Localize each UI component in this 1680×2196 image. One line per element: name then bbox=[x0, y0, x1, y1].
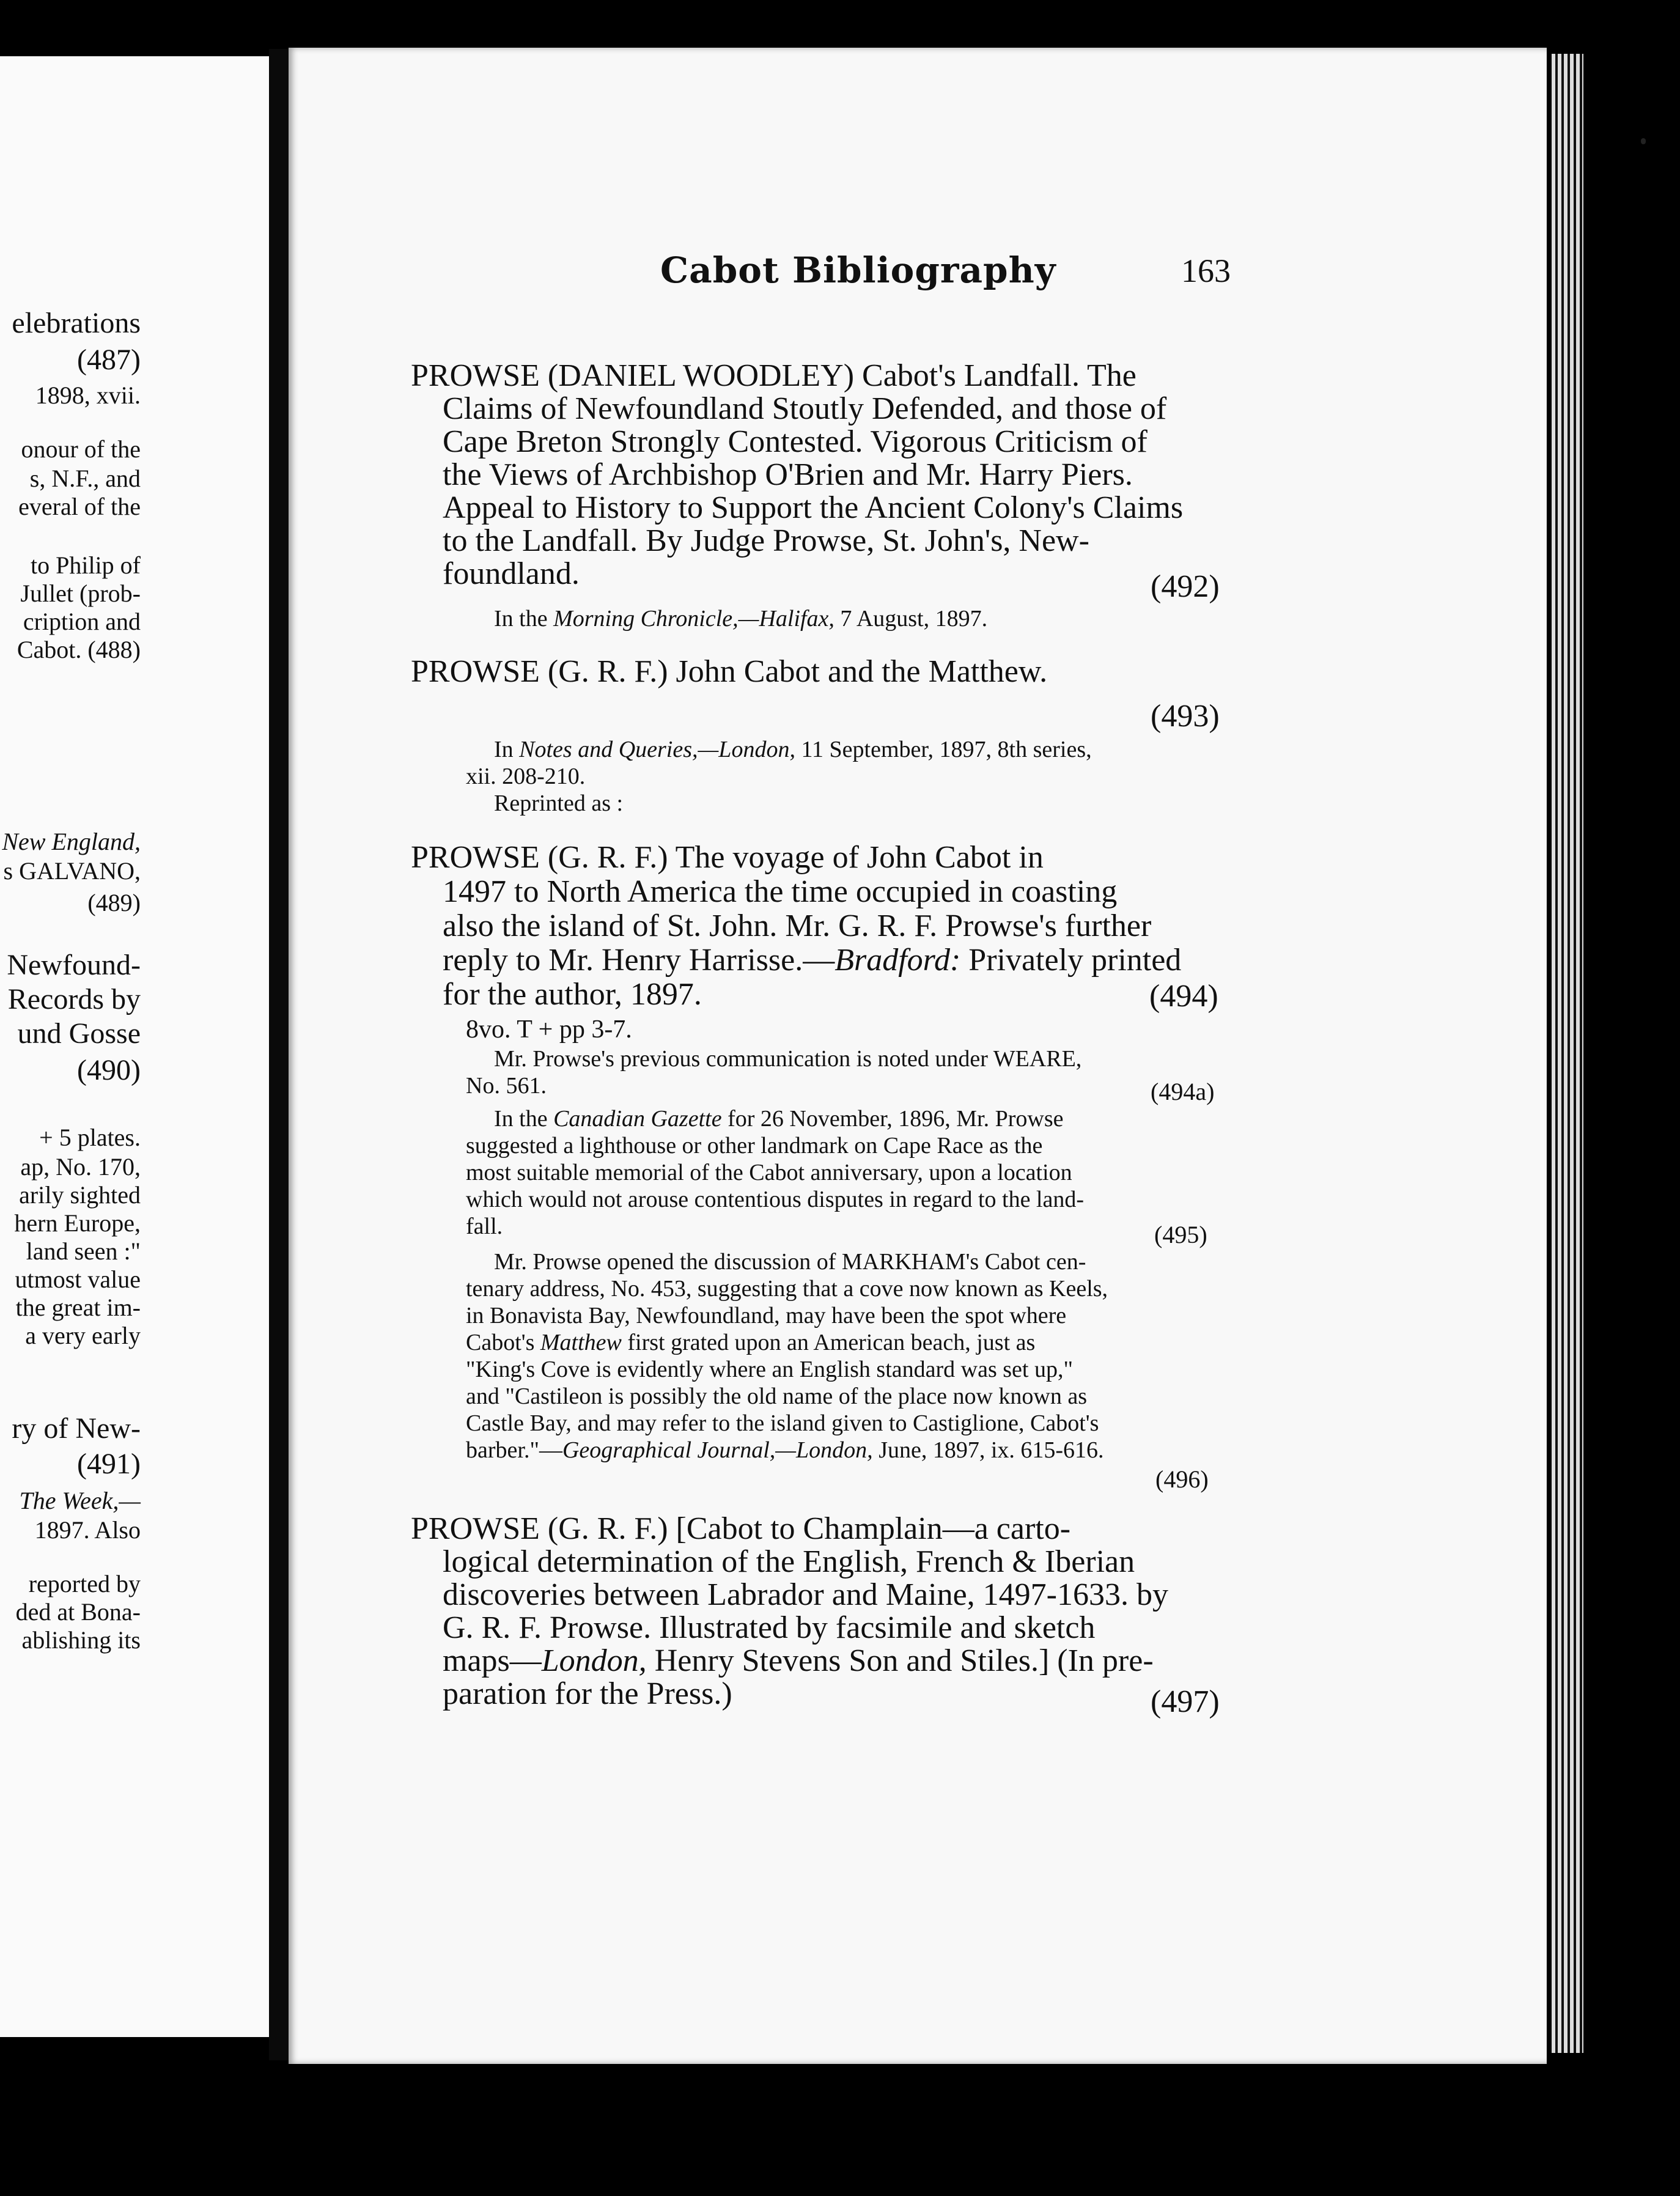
entry-line: Cape Breton Strongly Contested. Vigorous Criticism of bbox=[443, 424, 1148, 459]
left-line: (489) bbox=[87, 889, 141, 916]
left-line: ded at Bona- bbox=[15, 1598, 141, 1626]
page-edge bbox=[1552, 54, 1583, 2053]
left-line: utmost value bbox=[15, 1266, 141, 1293]
entry-line: PROWSE (G. R. F.) The voyage of John Cabot in bbox=[411, 840, 1044, 875]
book-spine bbox=[269, 49, 289, 2060]
entry-line: maps—London, Henry Stevens Son and Stiles.] (In pre- bbox=[443, 1643, 1154, 1678]
entry-note: in Bonavista Bay, Newfoundland, may have been the spot where bbox=[466, 1303, 1067, 1328]
entry-line: G. R. F. Prowse. Illustrated by facsimile and sketch bbox=[443, 1610, 1096, 1645]
entry-note: and "Castileon is possibly the old name of the place now known as bbox=[466, 1384, 1087, 1409]
entry-note: In the Morning Chronicle,—Halifax, 7 August, 1897. bbox=[494, 606, 988, 632]
entry-line: 1497 to North America the time occupied in coasting bbox=[443, 874, 1118, 909]
entry-note: Reprinted as : bbox=[494, 790, 624, 816]
left-line: + 5 plates. bbox=[39, 1124, 141, 1151]
left-line: elebrations bbox=[12, 307, 141, 339]
entry-number: (494) bbox=[1149, 979, 1218, 1014]
entry-line: reply to Mr. Henry Harrisse.—Bradford: Privately printed bbox=[443, 943, 1182, 978]
entry-note: Castle Bay, and may refer to the island given to Castiglione, Cabot's bbox=[466, 1410, 1099, 1436]
left-line: ry of New- bbox=[12, 1412, 141, 1445]
entry-note: fall. bbox=[466, 1214, 503, 1239]
left-line: Records by bbox=[7, 983, 141, 1015]
left-line: 1898, xvii. bbox=[35, 381, 141, 409]
left-line: (491) bbox=[77, 1448, 141, 1480]
left-line: New England, bbox=[2, 828, 141, 855]
left-line: s GALVANO, bbox=[3, 857, 141, 885]
left-line: cription and bbox=[23, 608, 141, 635]
entry-line: paration for the Press.) bbox=[443, 1676, 732, 1711]
left-line: 1897. Also bbox=[34, 1516, 141, 1544]
entry-number: (494a) bbox=[1151, 1078, 1215, 1105]
left-line: everal of the bbox=[18, 493, 141, 520]
left-line: Newfound- bbox=[7, 949, 141, 981]
entry-number: (497) bbox=[1151, 1684, 1220, 1719]
entry-note: xii. 208-210. bbox=[466, 764, 586, 789]
left-line: a very early bbox=[25, 1322, 141, 1349]
entry-note: In Notes and Queries,—London, 11 September, 1897, 8th series, bbox=[494, 737, 1092, 762]
left-facing-page bbox=[0, 56, 269, 2037]
entry-line: PROWSE (DANIEL WOODLEY) Cabot's Landfall. The bbox=[411, 358, 1137, 393]
entry-number: (496) bbox=[1155, 1465, 1209, 1493]
entry-note: tenary address, No. 453, suggesting that a cove now known as Keels, bbox=[466, 1276, 1108, 1302]
entry-note: In the Canadian Gazette for 26 November, 1896, Mr. Prowse bbox=[494, 1106, 1064, 1132]
entry-note: which would not arouse contentious disputes in regard to the land- bbox=[466, 1187, 1085, 1212]
entry-line: discoveries between Labrador and Maine, 1497-1633. by bbox=[443, 1577, 1168, 1612]
entry-number: (492) bbox=[1151, 569, 1220, 604]
entry-line: Appeal to History to Support the Ancient Colony's Claims bbox=[443, 490, 1184, 525]
entry-note: suggested a lighthouse or other landmark on Cape Race as the bbox=[466, 1133, 1043, 1159]
entry-line: also the island of St. John. Mr. G. R. F. Prowse's further bbox=[443, 908, 1152, 943]
entry-line: logical determination of the English, French & Iberian bbox=[443, 1544, 1135, 1579]
right-page bbox=[289, 48, 1547, 2064]
entry-note: Mr. Prowse's previous communication is noted under WEARE, bbox=[494, 1046, 1082, 1072]
left-line: the great im- bbox=[15, 1294, 141, 1321]
entry-line: the Views of Archbishop O'Brien and Mr. Harry Piers. bbox=[443, 457, 1133, 492]
left-line: arily sighted bbox=[19, 1181, 141, 1209]
left-line: ablishing its bbox=[21, 1626, 141, 1654]
entry-line: foundland. bbox=[443, 556, 580, 591]
left-line: (487) bbox=[77, 344, 141, 376]
entry-note: most suitable memorial of the Cabot anniversary, upon a location bbox=[466, 1160, 1072, 1185]
entry-note: "King's Cove is evidently where an English standard was set up," bbox=[466, 1357, 1073, 1382]
entry-number: (495) bbox=[1154, 1221, 1207, 1248]
entry-note: Mr. Prowse opened the discussion of MARKHAM's Cabot cen- bbox=[494, 1249, 1086, 1275]
entry-line: for the author, 1897. bbox=[443, 977, 702, 1012]
left-line: to Philip of bbox=[30, 551, 141, 579]
left-line: The Week,— bbox=[19, 1487, 141, 1514]
entry-line: PROWSE (G. R. F.) [Cabot to Champlain—a carto- bbox=[411, 1511, 1071, 1546]
entry-line: PROWSE (G. R. F.) John Cabot and the Matthew. bbox=[411, 654, 1048, 689]
entry-line: to the Landfall. By Judge Prowse, St. John's, New- bbox=[443, 523, 1089, 558]
speck bbox=[1641, 138, 1646, 144]
bibliography-entries bbox=[289, 48, 1547, 2064]
left-line: reported by bbox=[28, 1570, 141, 1597]
left-line: onour of the bbox=[21, 435, 141, 463]
left-line: Jullet (prob- bbox=[20, 580, 141, 607]
left-line: und Gosse bbox=[17, 1017, 141, 1050]
left-line: ap, No. 170, bbox=[20, 1153, 141, 1181]
entry-note: barber."—Geographical Journal,—London, June, 1897, ix. 615-616. bbox=[466, 1437, 1104, 1463]
left-line: hern Europe, bbox=[14, 1209, 141, 1237]
entry-number: (493) bbox=[1151, 699, 1220, 734]
left-line: (490) bbox=[77, 1054, 141, 1086]
running-header-title: Cabot Bibliography bbox=[660, 249, 1056, 291]
left-line: s, N.F., and bbox=[29, 465, 141, 492]
left-line: land seen :" bbox=[26, 1237, 141, 1265]
page-number: 163 bbox=[1181, 252, 1231, 289]
entry-note: No. 561. bbox=[466, 1073, 547, 1099]
entry-format: 8vo. T + pp 3-7. bbox=[466, 1015, 632, 1044]
left-line: Cabot. (488) bbox=[17, 636, 141, 663]
entry-note: Cabot's Matthew first grated upon an American beach, just as bbox=[466, 1330, 1036, 1355]
entry-line: Claims of Newfoundland Stoutly Defended, and those of bbox=[443, 391, 1167, 426]
